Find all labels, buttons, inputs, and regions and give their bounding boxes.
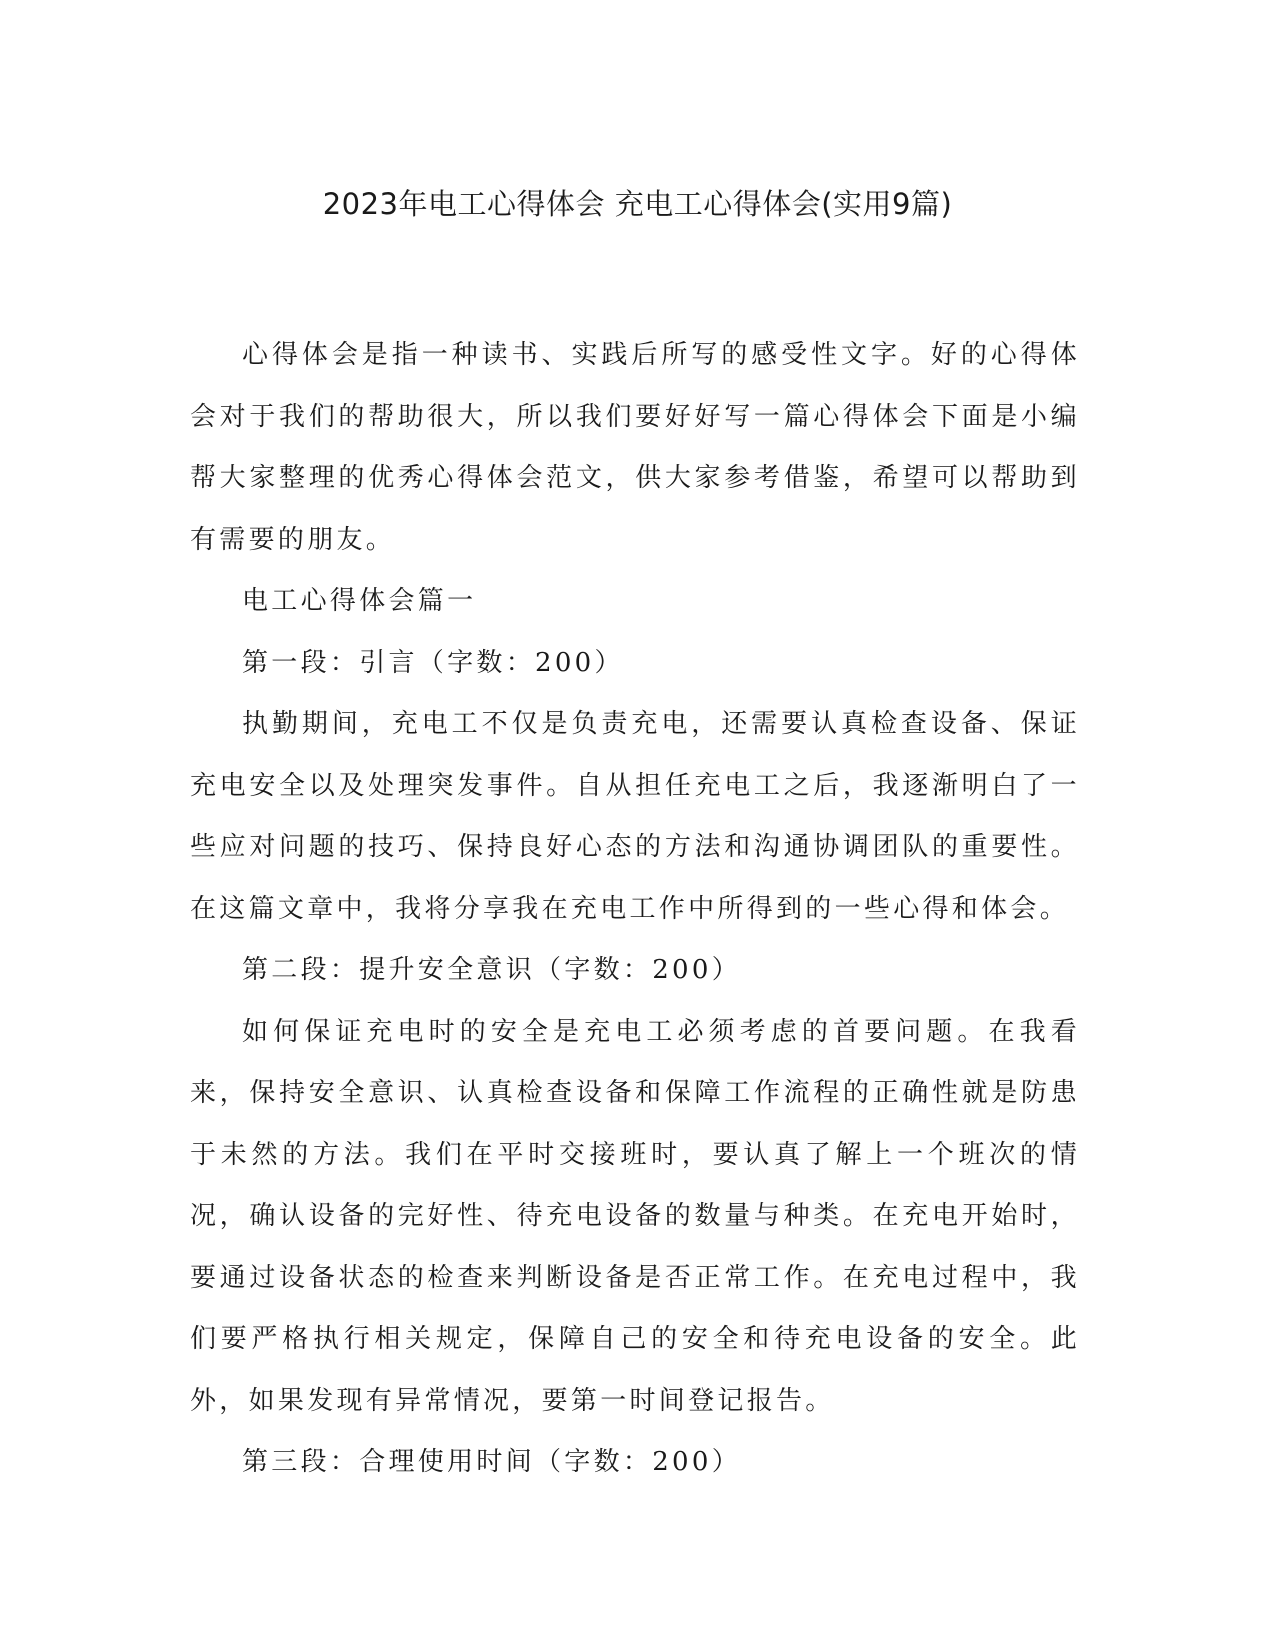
intro-paragraph: 心得体会是指一种读书、实践后所写的感受性文字。好的心得体会对于我们的帮助很大，所以我们要好好写一篇心得体会下面是小编帮大家整理的优秀心得体会范文，供大家参考借鉴，希望可以帮助到有需要的朋友。	[190, 340, 1080, 555]
section-heading: 电工心得体会篇一	[242, 586, 477, 616]
body-paragraph: 如何保证充电时的安全是充电工必须考虑的首要问题。在我看来，保持安全意识、认真检查设备和保障工作流程的正确性就是防患于未然的方法。我们在平时交接班时，要认真了解上一个班次的情况，确认设备的完好性、待充电设备的数量与种类。在充电开始时，要通过设备状态的检查来判断设备是否正常工作。在充电过程中，我们要严格执行相关规定，保障自己的安全和待充电设备的安全。此外，如果发现有异常情况，要第一时间登记报告。	[190, 1016, 1080, 1416]
document-title: 2023年电工心得体会 充电工心得体会(实用9篇)	[322, 187, 953, 221]
subsection-heading: 第二段：提升安全意识（字数：200）	[242, 955, 742, 985]
subsection-heading: 第一段：引言（字数：200）	[242, 647, 624, 678]
subsection-heading: 第三段：合理使用时间（字数：200）	[242, 1447, 742, 1477]
body-paragraph: 执勤期间，充电工不仅是负责充电，还需要认真检查设备、保证充电安全以及处理突发事件。自从担任充电工之后，我逐渐明白了一些应对问题的技巧、保持良好心态的方法和沟通协调团队的重要性。在这篇文章中，我将分享我在充电工作中所得到的一些心得和体会。	[190, 709, 1080, 924]
document-body	[190, 325, 1080, 1494]
